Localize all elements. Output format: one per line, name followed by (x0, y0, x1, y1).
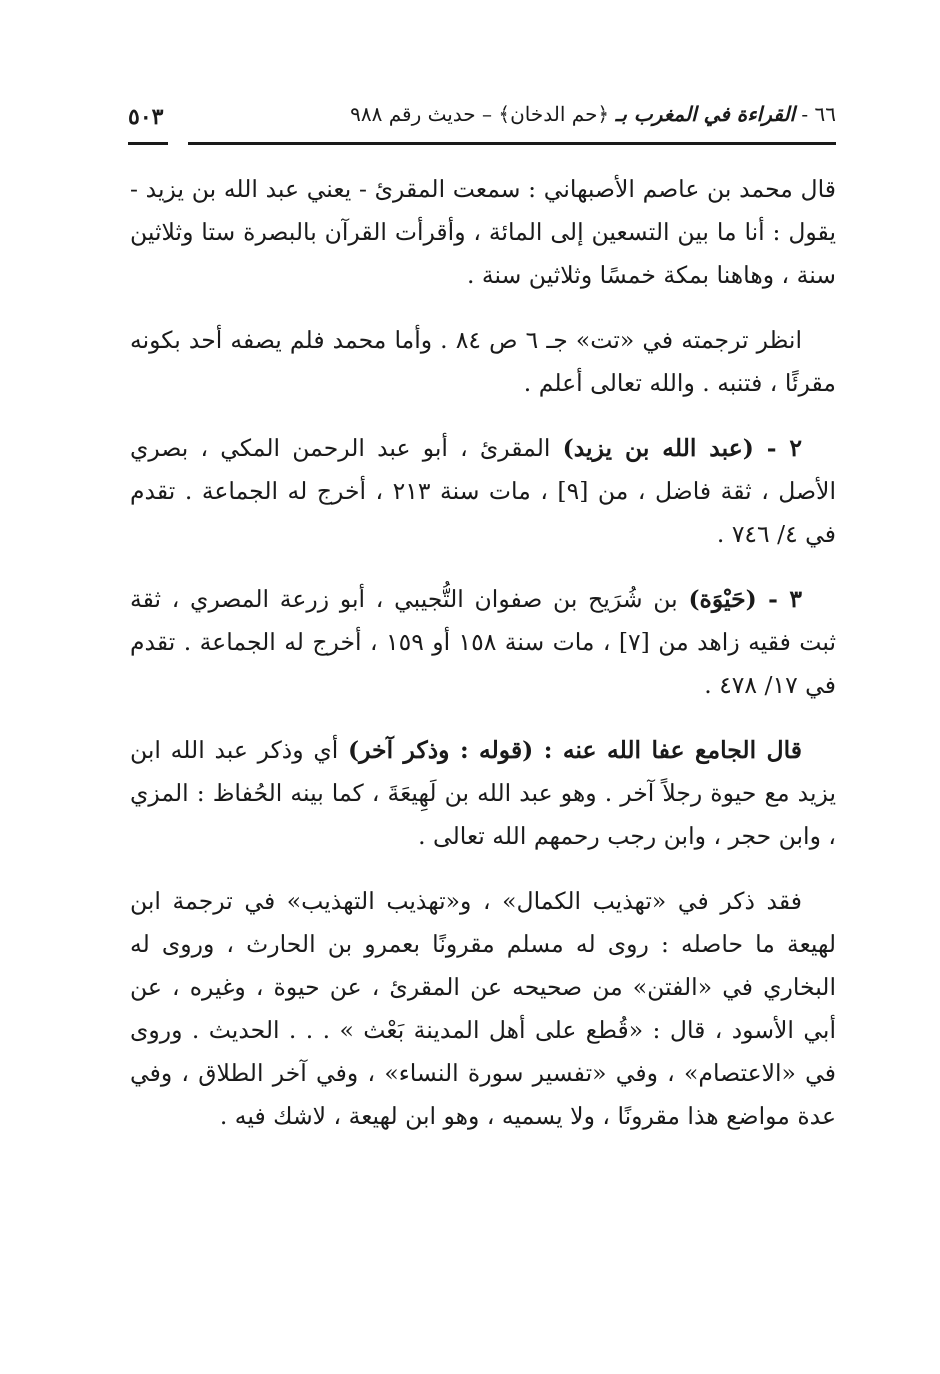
paragraph-6-text: فقد ذكر في «تهذيب الكمال» ، و«تهذيب التهذيب» في ترجمة ابن لهيعة ما حاصله : روى له مسلم مقرونًا بعمرو بن الحارث ، وروى له البخاري في «الفتن» من صحيحه عن المقرئ ، عن حيوة ، وغيره ، عن أبي الأسود ، قال : «قُطع على أهل المدينة بَعْث » . . . الحديث . وروى في «الاعتصام» ، وفي «تفسير سورة النساء» ، وفي آخر الطلاق ، وفي عدة مواضع هذا مقرونًا ، ولا يسميه ، وهو ابن لهيعة ، لاشك فيه . (130, 887, 836, 1130)
paragraph-4-text: بن شُرَيح بن صفوان التُّجيبي ، أبو زرعة المصري ، ثقة ثبت فقيه زاهد من [٧] ، مات سنة ١٥٨ أو ١٥٩ ، أخرج له الجماعة . تقدم في ١٧/ ٤٧٨ . (130, 585, 836, 699)
header-rule (128, 142, 836, 145)
paragraph-6 (130, 880, 836, 1138)
surah-name: ﴿حم الدخان﴾ (492, 102, 616, 126)
narrator-name: ٣ - (حَيْوَة) (688, 585, 802, 613)
paragraph-5 (130, 729, 836, 858)
page-header (128, 100, 836, 144)
paragraph-2-text: انظر ترجمته في «تت» جـ ٦ ص ٨٤ . وأما محمد فلم يصفه أحد بكونه مقرئًا ، فتنبه . والله تعالى أعلم . (130, 326, 836, 397)
paragraph-1-text: قال محمد بن عاصم الأصبهاني : سمعت المقرئ - يعني عبد الله بن يزيد - يقول : أنا ما بين التسعين إلى المائة ، وأقرأت القرآن بالبصرة ستا وثلاثين سنة ، وهاهنا بمكة خمسًا وثلاثين سنة . (130, 175, 836, 289)
commentary-lead: قال الجامع عفا الله عنه : (قوله : وذكر آخر) (347, 736, 802, 764)
body-text (130, 168, 836, 1160)
paragraph-3-text: المقرئ ، أبو عبد الرحمن المكي ، بصري الأصل ، ثقة فاضل ، من [٩] ، مات سنة ٢١٣ ، أخرج له الجماعة . تقدم في ٤/ ٧٤٦ . (130, 434, 836, 548)
paragraph-5-text: أي وذكر عبد الله ابن يزيد مع حيوة رجلاً آخر . وهو عبد الله بن لَهِيعَةَ ، كما بينه الحُفاظ : المزي ، وابن حجر ، وابن رجب رحمهم الله تعالى . (130, 736, 836, 850)
chapter-number: ٦٦ - (795, 102, 836, 126)
header-rule-gap (168, 140, 188, 147)
paragraph-1 (130, 168, 836, 297)
paragraph-4 (130, 578, 836, 707)
paragraph-2 (130, 319, 836, 405)
narrator-name: ٢ - (عبد الله بن يزيد) (562, 434, 803, 462)
chapter-title: القراءة في المغرب بـ (615, 102, 796, 126)
page-number: ٥٠٣ (128, 104, 164, 130)
hadith-number: – حديث رقم ٩٨٨ (350, 102, 493, 126)
paragraph-3 (130, 427, 836, 556)
running-title (350, 102, 836, 126)
